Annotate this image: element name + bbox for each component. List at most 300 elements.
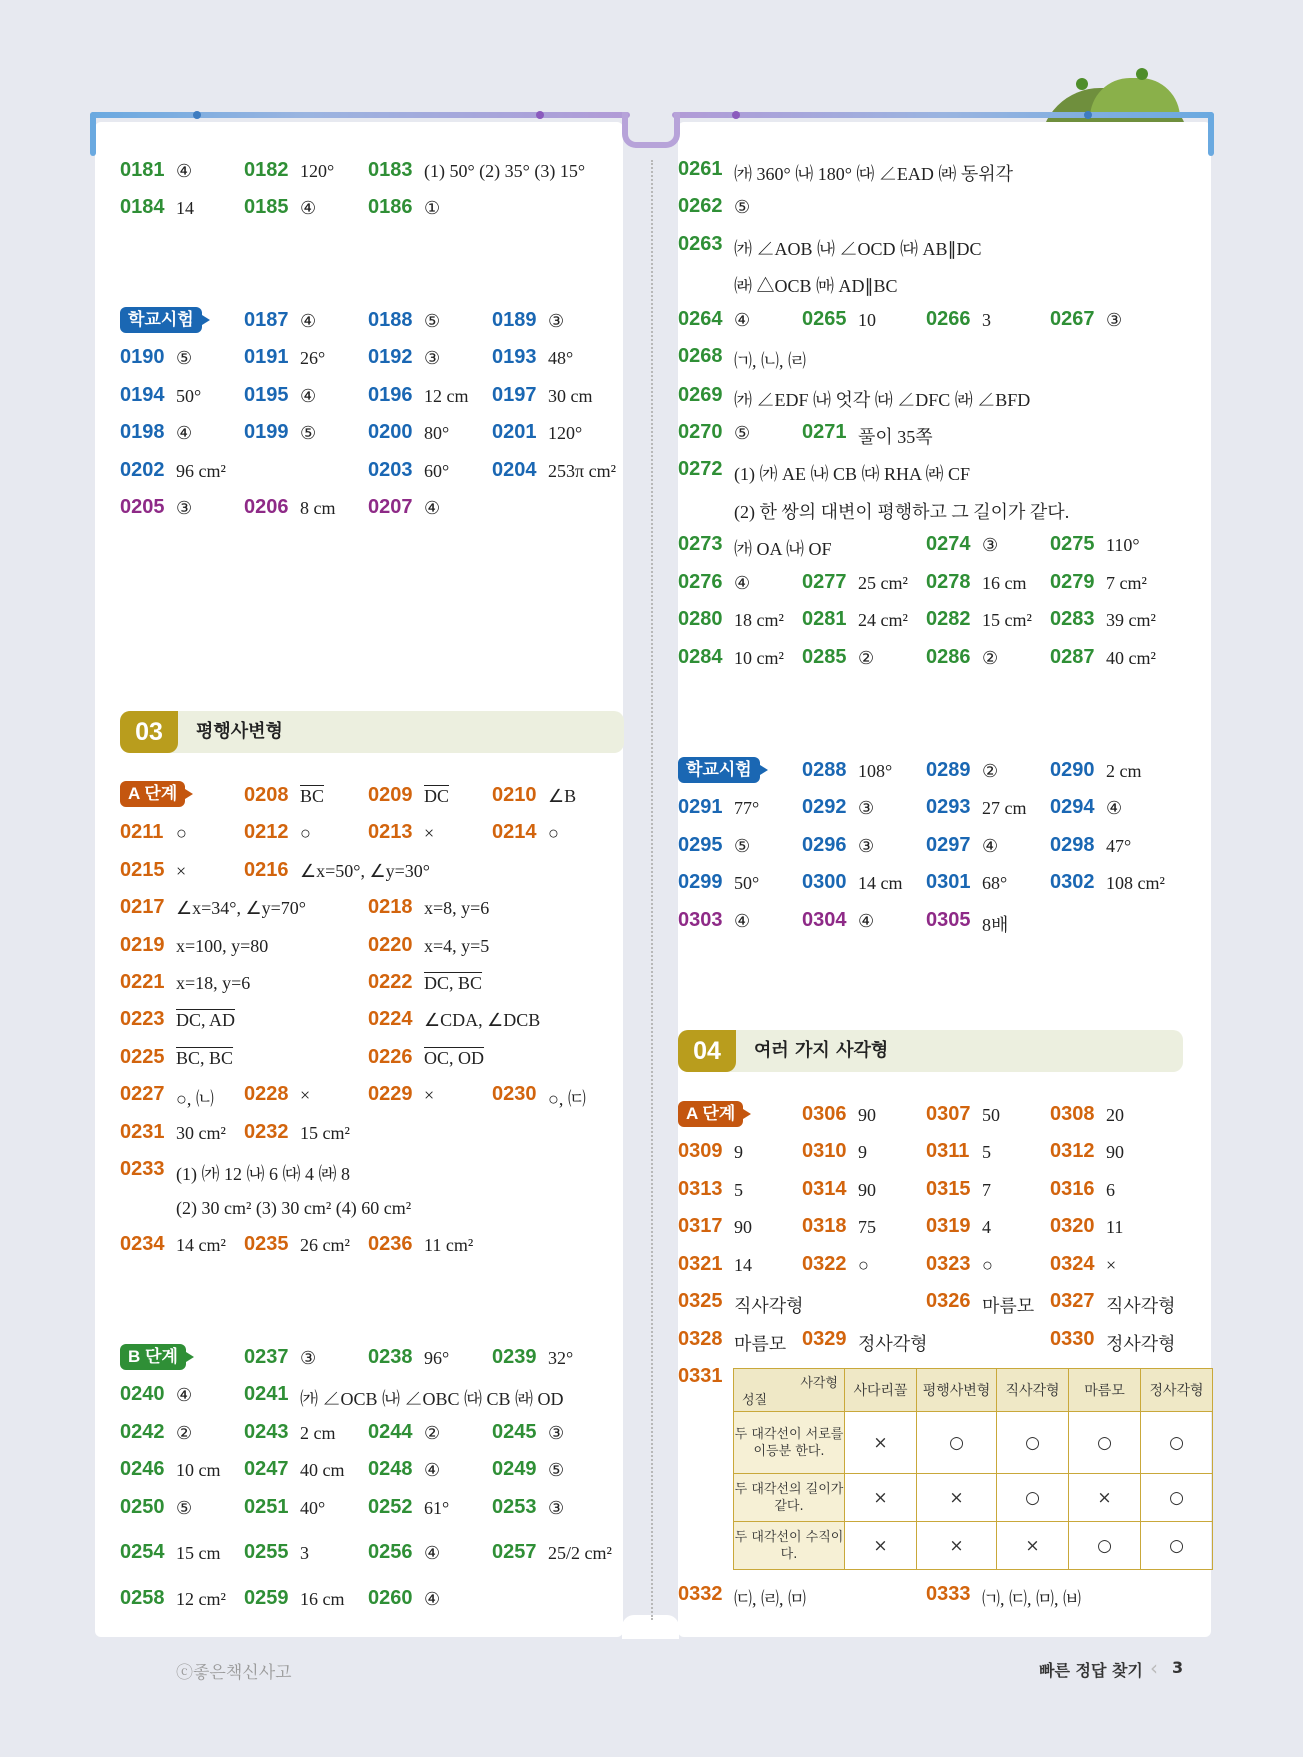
problem-number: 0286 <box>926 646 971 668</box>
problem-number: 0205 <box>120 496 165 518</box>
problem-number: 0237 <box>244 1346 289 1368</box>
table-cell: ○ <box>1069 1412 1141 1474</box>
answer-value: ④ <box>176 161 193 181</box>
problem-number: 0243 <box>244 1421 289 1443</box>
problem-number: 0307 <box>926 1103 971 1125</box>
answer-value: 120° <box>548 423 583 443</box>
answer-value: x=8, y=6 <box>424 898 490 918</box>
problem-number: 0241 <box>244 1383 289 1405</box>
problem-number: 0213 <box>368 821 413 843</box>
problem-number: 0232 <box>244 1121 289 1143</box>
problem-number: 0195 <box>244 384 289 406</box>
answer-value: 5 <box>982 1142 991 1162</box>
answer-value: ∠x=50°, ∠y=30° <box>300 861 430 881</box>
answer-value: ④ <box>300 386 317 406</box>
problem-number: 0249 <box>492 1458 537 1480</box>
header-edge-left <box>90 112 96 156</box>
answer-value: ② <box>982 648 999 668</box>
problem-number: 0184 <box>120 196 165 218</box>
tree-icon <box>1136 68 1148 80</box>
header-line-left <box>90 112 630 118</box>
problem-number: 0281 <box>802 608 847 630</box>
answer-value: 50° <box>734 873 760 893</box>
problem-number: 0280 <box>678 608 723 630</box>
section-name: 빠른 정답 찾기 <box>1039 1661 1143 1680</box>
problem-number: 0198 <box>120 421 165 443</box>
row-header: 두 대각선의 길이가 같다. <box>734 1474 845 1522</box>
answer-value: 16 cm <box>982 573 1027 593</box>
chevron-left-icon: ‹ <box>1150 1656 1158 1680</box>
problem-number: 0225 <box>120 1046 165 1068</box>
problem-number: 0305 <box>926 909 971 931</box>
answer-value: 96 cm² <box>176 461 226 481</box>
answer-value: 14 <box>734 1255 752 1275</box>
answer-value: ○ <box>982 1255 993 1275</box>
problem-number: 0194 <box>120 384 165 406</box>
problem-number: 0311 <box>926 1140 970 1162</box>
answer-value: ③ <box>548 1498 565 1518</box>
table-cell: ○ <box>1069 1522 1141 1570</box>
problem-number: 0319 <box>926 1215 971 1237</box>
problem-number: 0317 <box>678 1215 723 1237</box>
answer-value: 47° <box>1106 836 1132 856</box>
answer-value: ④ <box>424 1460 441 1480</box>
answer-value: 26° <box>300 348 326 368</box>
answer-value: 2 cm <box>300 1423 336 1443</box>
problem-number: 0246 <box>120 1458 165 1480</box>
answer-value: ③ <box>176 498 193 518</box>
problem-number: 0218 <box>368 896 413 918</box>
problem-number: 0236 <box>368 1233 413 1255</box>
answer-value: ∠B <box>548 786 577 806</box>
problem-number: 0302 <box>1050 871 1095 893</box>
problem-number: 0238 <box>368 1346 413 1368</box>
problem-number: 0303 <box>678 909 723 931</box>
problem-number: 0332 <box>678 1583 723 1605</box>
column-header: 정사각형 <box>1141 1369 1213 1412</box>
answer-value: 9 <box>734 1142 743 1162</box>
problem-number: 0224 <box>368 1008 413 1030</box>
stage-letter: A <box>128 784 140 803</box>
answer-value: ㈑ △OCB ㈒ AD∥BC <box>734 276 898 296</box>
answer-value: (2) 한 쌍의 대변이 평행하고 그 길이가 같다. <box>734 502 1070 522</box>
answer-value: x=18, y=6 <box>176 973 251 993</box>
answer-value: 90 <box>1106 1142 1124 1162</box>
quadrilateral-properties-table <box>733 1368 1213 1570</box>
answer-value: 직사각형 <box>734 1296 804 1316</box>
answer-value: 40 cm² <box>1106 648 1156 668</box>
answer-value: ⑤ <box>176 348 193 368</box>
problem-number: 0211 <box>120 821 164 843</box>
answer-value: ② <box>858 648 875 668</box>
table-cell: ○ <box>997 1412 1069 1474</box>
answer-value: ⑤ <box>734 197 751 217</box>
answer-value: ④ <box>176 423 193 443</box>
answer-value: 8배 <box>982 915 1009 935</box>
answer-value: ④ <box>1106 798 1123 818</box>
answer-value: 77° <box>734 798 760 818</box>
answer-value: 10 cm² <box>734 648 784 668</box>
section-03-header <box>120 711 624 753</box>
problem-number: 0192 <box>368 346 413 368</box>
answer-value: 14 cm <box>858 873 903 893</box>
answer-value: 32° <box>548 1348 574 1368</box>
answer-value: ④ <box>424 1589 441 1609</box>
answer-value: 14 <box>176 198 194 218</box>
answer-value: OC, OD <box>424 1048 485 1068</box>
answer-value: 40° <box>300 1498 326 1518</box>
problem-number: 0208 <box>244 784 289 806</box>
answer-value: ○, ㈂ <box>548 1089 586 1109</box>
problem-number: 0299 <box>678 871 723 893</box>
answer-value: 풀이 35쪽 <box>858 427 933 447</box>
problem-number: 0278 <box>926 571 971 593</box>
answer-value: 30 cm <box>548 386 593 406</box>
problem-number: 0222 <box>368 971 413 993</box>
problem-number: 0228 <box>244 1083 289 1105</box>
problem-number: 0250 <box>120 1496 165 1518</box>
problem-number: 0242 <box>120 1421 165 1443</box>
answer-value: 마름모 <box>734 1334 787 1354</box>
tree-icon <box>1076 78 1088 90</box>
problem-number: 0252 <box>368 1496 413 1518</box>
answer-value: ④ <box>734 573 751 593</box>
problem-number: 0229 <box>368 1083 413 1105</box>
answer-value: DC, AD <box>176 1010 236 1030</box>
stage-b-badge <box>120 1344 186 1370</box>
problem-number: 0313 <box>678 1178 723 1200</box>
answer-value: ⑤ <box>176 1498 193 1518</box>
answer-value: 5 <box>734 1180 743 1200</box>
problem-number: 0240 <box>120 1383 165 1405</box>
answer-value: ㈎ OA ㈏ OF <box>734 539 832 559</box>
answer-value: x=100, y=80 <box>176 936 269 956</box>
answer-value: ④ <box>424 1543 441 1563</box>
problem-number: 0285 <box>802 646 847 668</box>
answer-value: 9 <box>858 1142 867 1162</box>
problem-number: 0273 <box>678 533 723 555</box>
problem-number: 0308 <box>1050 1103 1095 1125</box>
problem-number: 0282 <box>926 608 971 630</box>
answer-value: 90 <box>858 1105 876 1125</box>
problem-number: 0214 <box>492 821 537 843</box>
answer-value: ③ <box>548 311 565 331</box>
section-title: 여러 가지 사각형 <box>754 1040 889 1061</box>
problem-number: 0203 <box>368 459 413 481</box>
stage-a-badge <box>678 1101 743 1127</box>
problem-number: 0190 <box>120 346 165 368</box>
answer-value: BC, BC <box>176 1048 234 1068</box>
problem-number: 0258 <box>120 1587 165 1609</box>
answer-value: 3 <box>982 310 991 330</box>
problem-number: 0188 <box>368 309 413 331</box>
problem-number: 0287 <box>1050 646 1095 668</box>
row-header: 두 대각선이 수직이다. <box>734 1522 845 1570</box>
answer-value: ② <box>424 1423 441 1443</box>
column-divider <box>651 160 653 1620</box>
problem-number: 0277 <box>802 571 847 593</box>
answer-value: ③ <box>548 1423 565 1443</box>
problem-number: 0255 <box>244 1541 289 1563</box>
answer-value: 16 cm <box>300 1589 345 1609</box>
problem-number: 0265 <box>802 308 847 330</box>
answer-value: ⑤ <box>424 311 441 331</box>
problem-number: 0310 <box>802 1140 847 1162</box>
table-cell: × <box>997 1522 1069 1570</box>
corner-top-label: 사각형 <box>800 1376 838 1391</box>
problem-number: 0330 <box>1050 1328 1095 1350</box>
table-row <box>734 1522 1213 1570</box>
problem-number: 0209 <box>368 784 413 806</box>
problem-number: 0253 <box>492 1496 537 1518</box>
answer-value: 90 <box>734 1217 752 1237</box>
answer-value: (1) ㈎ AE ㈏ CB ㈐ RHA ㈑ CF <box>734 464 971 484</box>
answer-value: 4 <box>982 1217 991 1237</box>
answer-value: x=4, y=5 <box>424 936 490 956</box>
answer-value: 75 <box>858 1217 876 1237</box>
answer-value: ㈎ ∠EDF ㈏ 엇각 ㈐ ∠DFC ㈑ ∠BFD <box>734 390 1031 410</box>
answer-value: ○ <box>858 1255 869 1275</box>
answer-value: ∠CDA, ∠DCB <box>424 1010 541 1030</box>
answer-value: 61° <box>424 1498 450 1518</box>
problem-number: 0321 <box>678 1253 723 1275</box>
table-cell: ○ <box>1141 1522 1213 1570</box>
problem-number: 0297 <box>926 834 971 856</box>
answer-value: $\overline{BC}$ <box>300 786 325 806</box>
row-header: 두 대각선이 서로를 이등분 한다. <box>734 1412 845 1474</box>
problem-number: 0284 <box>678 646 723 668</box>
problem-number: 0320 <box>1050 1215 1095 1237</box>
answer-value: ○, ㈁ <box>176 1089 214 1109</box>
problem-number: 0267 <box>1050 308 1095 330</box>
answer-value: 18 cm² <box>734 610 784 630</box>
answer-value: 26 cm² <box>300 1235 350 1255</box>
section-number: 04 <box>678 1030 736 1072</box>
problem-number: 0274 <box>926 533 971 555</box>
problem-number: 0271 <box>802 421 847 443</box>
answer-value: ④ <box>734 310 751 330</box>
problem-number: 0248 <box>368 1458 413 1480</box>
section-04-header <box>678 1030 1183 1072</box>
answer-value: 6 <box>1106 1180 1115 1200</box>
problem-number: 0270 <box>678 421 723 443</box>
answer-value: ⑤ <box>734 836 751 856</box>
problem-number: 0185 <box>244 196 289 218</box>
answer-value: ④ <box>300 198 317 218</box>
answer-value: ④ <box>734 911 751 931</box>
problem-number: 0199 <box>244 421 289 443</box>
problem-number: 0301 <box>926 871 971 893</box>
answer-value: 12 cm² <box>176 1589 226 1609</box>
problem-number: 0327 <box>1050 1290 1095 1312</box>
answer-value: 60° <box>424 461 450 481</box>
problem-number: 0291 <box>678 796 723 818</box>
problem-number: 0227 <box>120 1083 165 1105</box>
stage-label: 단계 <box>145 1347 178 1366</box>
problem-number: 0293 <box>926 796 971 818</box>
stage-label: 단계 <box>144 784 178 803</box>
answer-value: ⑤ <box>300 423 317 443</box>
problem-number: 0333 <box>926 1583 971 1605</box>
answer-value: 2 cm <box>1106 761 1142 781</box>
problem-number: 0288 <box>802 759 847 781</box>
problem-number: 0324 <box>1050 1253 1095 1275</box>
problem-number: 0202 <box>120 459 165 481</box>
answer-value: ④ <box>858 911 875 931</box>
problem-number: 0314 <box>802 1178 847 1200</box>
problem-number: 0187 <box>244 309 289 331</box>
answer-value: ② <box>982 761 999 781</box>
answer-value: 11 <box>1106 1217 1124 1237</box>
answer-value: ④ <box>300 311 317 331</box>
problem-number: 0200 <box>368 421 413 443</box>
problem-number: 0264 <box>678 308 723 330</box>
answer-value: 7 cm² <box>1106 573 1147 593</box>
problem-number: 0275 <box>1050 533 1095 555</box>
answer-value: 12 cm <box>424 386 469 406</box>
problem-number: 0323 <box>926 1253 971 1275</box>
answer-value: 108° <box>858 761 893 781</box>
problem-number: 0212 <box>244 821 289 843</box>
problem-number: 0272 <box>678 458 723 480</box>
header-dot <box>1084 111 1092 119</box>
answer-value: 80° <box>424 423 450 443</box>
table-cell: × <box>845 1412 917 1474</box>
answer-value: ㈀, ㈁, ㈃ <box>734 351 806 371</box>
problem-number: 0186 <box>368 196 413 218</box>
problem-number: 0193 <box>492 346 537 368</box>
answer-value: 7 <box>982 1180 991 1200</box>
problem-number: 0244 <box>368 1421 413 1443</box>
problem-number: 0260 <box>368 1587 413 1609</box>
header-edge-right <box>1208 112 1214 156</box>
answer-value: 14 cm² <box>176 1235 226 1255</box>
header-tab-curve <box>622 112 680 148</box>
problem-number: 0207 <box>368 496 413 518</box>
answer-value: 8 cm <box>300 498 336 518</box>
problem-number: 0269 <box>678 384 723 406</box>
answer-value: 10 cm <box>176 1460 221 1480</box>
problem-number: 0223 <box>120 1008 165 1030</box>
answer-value: 39 cm² <box>1106 610 1156 630</box>
school-exam-badge: 학교시험 <box>678 757 760 783</box>
stage-letter: A <box>686 1104 698 1123</box>
problem-number: 0298 <box>1050 834 1095 856</box>
problem-number: 0210 <box>492 784 537 806</box>
problem-number: 0325 <box>678 1290 723 1312</box>
header-dot <box>732 111 740 119</box>
answer-value: 정사각형 <box>1106 1334 1176 1354</box>
problem-number: 0219 <box>120 934 165 956</box>
table-cell: × <box>917 1522 997 1570</box>
answer-value: ○ <box>176 823 187 843</box>
table-cell: ○ <box>1141 1412 1213 1474</box>
answer-value: ③ <box>858 836 875 856</box>
problem-number: 0245 <box>492 1421 537 1443</box>
problem-number: 0197 <box>492 384 537 406</box>
problem-number: 0257 <box>492 1541 537 1563</box>
problem-number: 0326 <box>926 1290 971 1312</box>
problem-number: 0181 <box>120 159 165 181</box>
answer-value: 마름모 <box>982 1296 1035 1316</box>
answer-value: 50 <box>982 1105 1000 1125</box>
answer-value: 24 cm² <box>858 610 908 630</box>
answer-value: 68° <box>982 873 1008 893</box>
problem-number: 0331 <box>678 1365 723 1387</box>
answer-value: × <box>176 861 187 881</box>
problem-number: 0201 <box>492 421 537 443</box>
answer-value: ㈀, ㈂, ㈄, ㈅ <box>982 1589 1081 1609</box>
answer-value: ○ <box>548 823 559 843</box>
table-cell: × <box>1069 1474 1141 1522</box>
table-cell: × <box>917 1474 997 1522</box>
problem-number: 0217 <box>120 896 165 918</box>
problem-number: 0239 <box>492 1346 537 1368</box>
column-header: 평행사변형 <box>917 1369 997 1412</box>
answer-value: ③ <box>858 798 875 818</box>
problem-number: 0233 <box>120 1158 165 1180</box>
problem-number: 0216 <box>244 859 289 881</box>
problem-number: 0196 <box>368 384 413 406</box>
answer-value: ③ <box>300 1348 317 1368</box>
answer-value: ⑤ <box>548 1460 565 1480</box>
problem-number: 0230 <box>492 1083 537 1105</box>
problem-number: 0191 <box>244 346 289 368</box>
table-cell: ○ <box>1141 1474 1213 1522</box>
problem-number: 0300 <box>802 871 847 893</box>
table-corner <box>734 1369 845 1412</box>
problem-number: 0183 <box>368 159 413 181</box>
stage-label: 단계 <box>702 1104 736 1123</box>
header-dot <box>536 111 544 119</box>
answer-value: DC, BC <box>424 973 483 993</box>
answer-value: × <box>300 1085 311 1105</box>
problem-number: 0254 <box>120 1541 165 1563</box>
answer-value: × <box>1106 1255 1117 1275</box>
answer-value: 48° <box>548 348 574 368</box>
problem-number: 0261 <box>678 158 723 180</box>
answer-value: 90 <box>858 1180 876 1200</box>
problem-number: 0247 <box>244 1458 289 1480</box>
page-number: 3 <box>1172 1658 1184 1677</box>
answer-value: $\overline{DC}$ <box>424 786 450 806</box>
problem-number: 0296 <box>802 834 847 856</box>
problem-number: 0259 <box>244 1587 289 1609</box>
problem-number: 0289 <box>926 759 971 781</box>
stage-a-badge <box>120 781 185 807</box>
answer-value: 25/2 cm² <box>548 1543 612 1563</box>
answer-value: (2) 30 cm² (3) 30 cm² (4) 60 cm² <box>176 1198 412 1218</box>
problem-number: 0328 <box>678 1328 723 1350</box>
answer-value: 27 cm <box>982 798 1027 818</box>
table-cell: × <box>845 1474 917 1522</box>
problem-number: 0315 <box>926 1178 971 1200</box>
answer-value: 253π cm² <box>548 461 616 481</box>
answer-value: 108 cm² <box>1106 873 1165 893</box>
answer-value: 3 <box>300 1543 309 1563</box>
problem-number: 0268 <box>678 345 723 367</box>
problem-number: 0329 <box>802 1328 847 1350</box>
column-header: 마름모 <box>1069 1369 1141 1412</box>
stage-letter: B <box>128 1347 141 1366</box>
answer-value: ㈎ ∠AOB ㈏ ∠OCD ㈐ AB∥DC <box>734 239 982 259</box>
problem-number: 0295 <box>678 834 723 856</box>
column-header: 직사각형 <box>997 1369 1069 1412</box>
table-cell: ○ <box>917 1412 997 1474</box>
problem-number: 0189 <box>492 309 537 331</box>
problem-number: 0231 <box>120 1121 165 1143</box>
answer-value: 20 <box>1106 1105 1124 1125</box>
